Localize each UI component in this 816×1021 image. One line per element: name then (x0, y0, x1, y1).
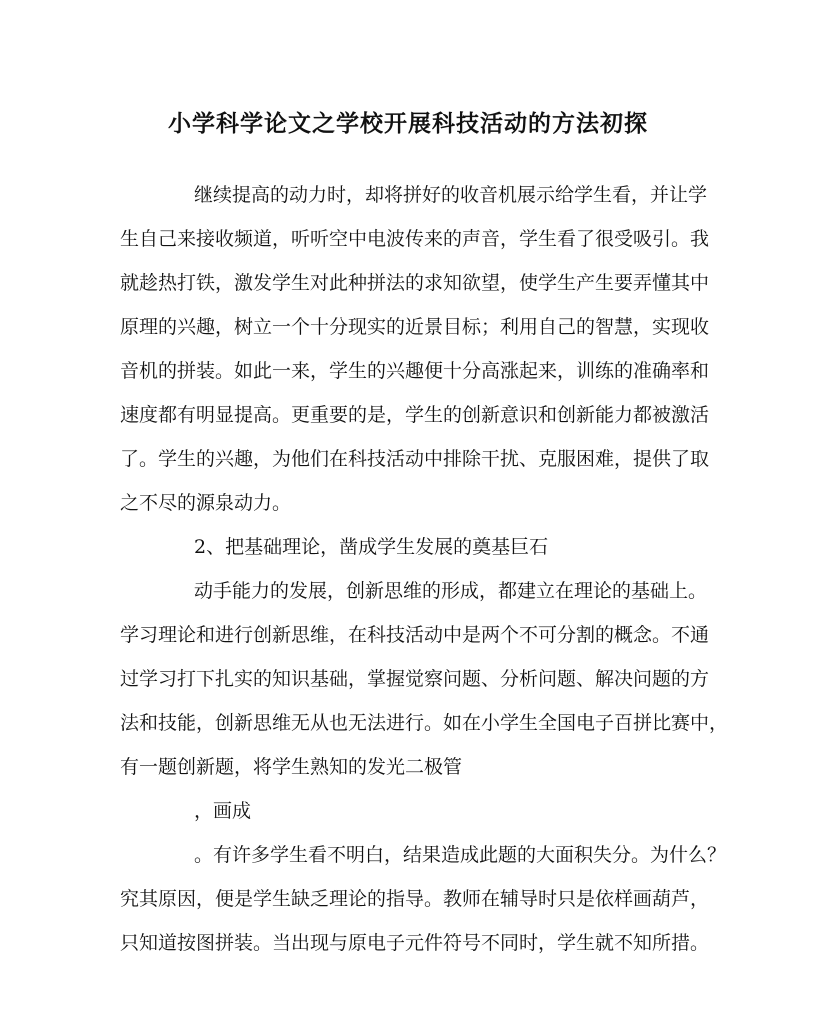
paragraph-line: 生自己来接收频道，听听空中电波传来的声音，学生看了很受吸引。我 (120, 228, 710, 250)
paragraph-line: ，画成 (194, 800, 252, 822)
paragraph-line: 只知道按图拼装。当出现与原电子元件符号不同时，学生就不知所措。 (120, 932, 710, 954)
paragraph-line: 法和技能，创新思维无从也无法进行。如在小学生全国电子百拼比赛中， (120, 712, 729, 734)
paragraph-line: 动手能力的发展，创新思维的形成，都建立在理论的基础上。 (194, 580, 708, 602)
paragraph-line: 速度都有明显提高。更重要的是，学生的创新意识和创新能力都被激活 (120, 404, 710, 426)
paragraph-line: 过学习打下扎实的知识基础，掌握觉察问题、分析问题、解决问题的方 (120, 668, 710, 690)
document-title: 小学科学论文之学校开展科技活动的方法初探 (168, 110, 648, 137)
paragraph-line: 原理的兴趣，树立一个十分现实的近景目标；利用自己的智慧，实现收 (120, 316, 710, 338)
paragraph-line: 有一题创新题，将学生熟知的发光二极管 (120, 756, 463, 778)
section-heading: 2、把基础理论，凿成学生发展的奠基巨石 (194, 536, 549, 558)
paragraph-line: 。有许多学生看不明白，结果造成此题的大面积失分。为什么？ (194, 844, 727, 866)
paragraph-line: 究其原因，便是学生缺乏理论的指导。教师在辅导时只是依样画葫芦， (120, 888, 710, 910)
paragraph-line: 就趁热打铁，激发学生对此种拼法的求知欲望，使学生产生要弄懂其中 (120, 272, 710, 294)
paragraph-line: 学习理论和进行创新思维，在科技活动中是两个不可分割的概念。不通 (120, 624, 710, 646)
paragraph-line: 了。学生的兴趣，为他们在科技活动中排除干扰、克服困难，提供了取 (120, 448, 710, 470)
paragraph-line: 继续提高的动力时，却将拼好的收音机展示给学生看，并让学 (194, 184, 708, 206)
paragraph-line: 之不尽的源泉动力。 (120, 492, 292, 514)
paragraph-line: 音机的拼装。如此一来，学生的兴趣便十分高涨起来，训练的准确率和 (120, 360, 710, 382)
